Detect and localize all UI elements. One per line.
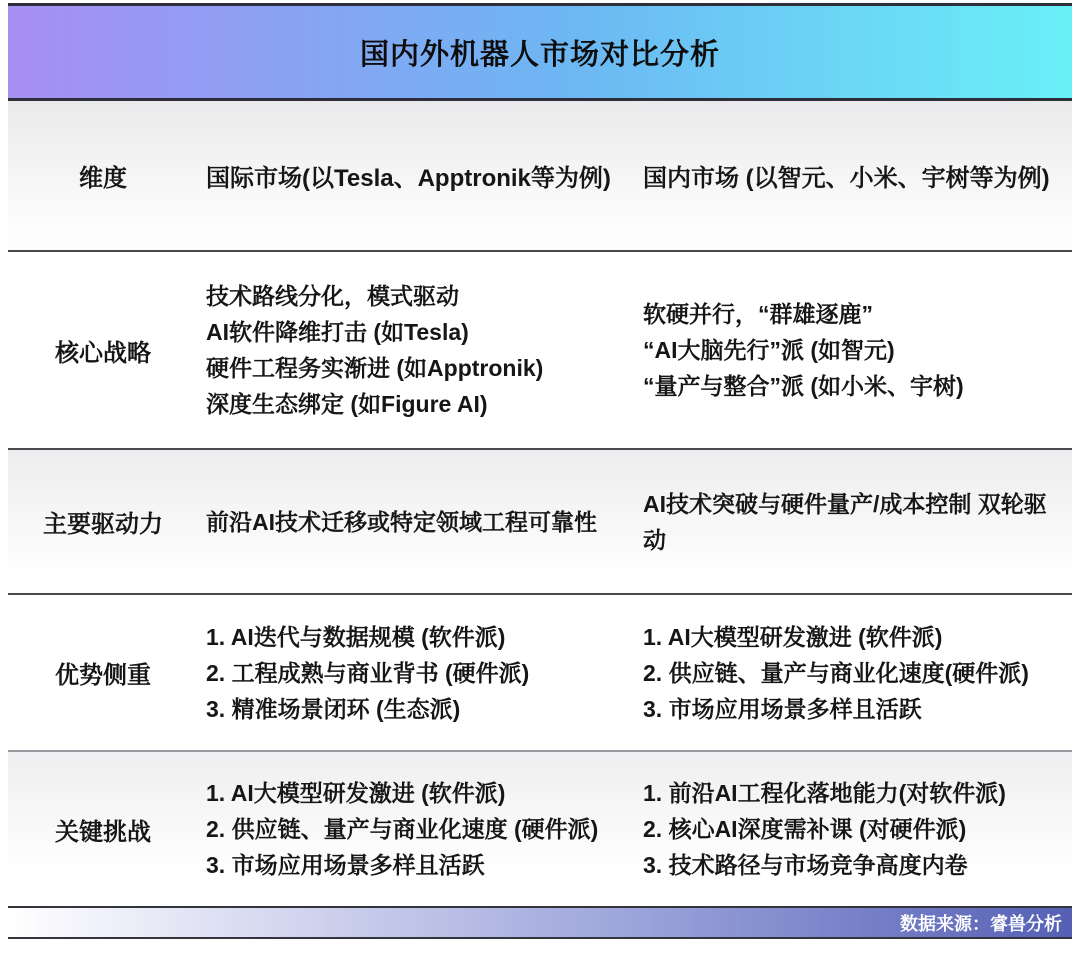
cell-line: 2. 工程成熟与商业背书 (硬件派) [206,659,530,686]
cell-line: 2. 供应链、量产与商业化速度(硬件派) [643,659,1029,686]
row-label: 关键挑战 [55,818,151,846]
cell-international [198,504,635,540]
table-row-main-driver [8,450,1072,595]
table-row-advantage-focus [8,595,1072,752]
table-row-core-strategy [8,252,1072,450]
comparison-table-infographic [8,3,1072,939]
cell-line: 硬件工程务实渐进 (如Apptronik) [206,355,544,381]
column-header-dimension: 维度 [79,165,127,192]
cell-line: 1. AI大模型研发激进 (软件派) [206,780,506,806]
column-header-international: 国际市场(以Tesla、Apptronik等为例) [206,165,611,192]
cell-international [198,775,635,883]
column-header-domestic: 国内市场 (以智元、小米、宇树等为例) [643,165,1050,192]
cell-domestic [635,486,1072,558]
cell-line: “AI大脑先行”派 (如智元) [643,337,895,363]
cell-line: 2. 供应链、量产与商业化速度 (硬件派) [206,816,599,842]
cell-line: AI技术突破与硬件量产/成本控制 双轮驱动 [643,490,1047,553]
data-source-label: 数据来源：睿兽分析 [900,913,1062,934]
cell-domestic [635,296,1072,404]
row-label: 优势侧重 [55,662,151,689]
cell-line: AI软件降维打击 (如Tesla) [206,319,469,345]
cell-line: 深度生态绑定 (如Figure AI) [206,391,488,417]
cell-line: 技术路线分化，模式驱动 [206,283,459,309]
cell-domestic [635,619,1072,727]
cell-international [198,278,635,422]
row-label: 主要驱动力 [43,511,163,538]
cell-line: 3. 市场应用场景多样且活跃 [643,695,922,722]
cell-line: “量产与整合”派 (如小米、宇树) [643,373,964,399]
cell-line: 3. 技术路径与市场竞争高度内卷 [643,852,968,878]
cell-domestic [635,775,1072,883]
row-label: 核心战略 [55,339,151,367]
cell-line: 前沿AI技术迁移或特定领域工程可靠性 [206,508,597,535]
cell-line: 3. 市场应用场景多样且活跃 [206,852,485,878]
cell-line: 1. AI大模型研发激进 (软件派) [643,623,943,650]
title-bar [8,3,1072,101]
table-row-key-challenges [8,752,1072,906]
cell-line: 1. AI迭代与数据规模 (软件派) [206,623,506,650]
cell-line: 3. 精准场景闭环 (生态派) [206,695,461,722]
cell-line: 1. 前沿AI工程化落地能力(对软件派) [643,780,1006,806]
source-bar [8,906,1072,939]
table-header-row [8,101,1072,252]
cell-international [198,619,635,727]
cell-line: 2. 核心AI深度需补课 (对硬件派) [643,816,967,842]
cell-line: 软硬并行，“群雄逐鹿” [643,301,873,327]
page-title: 国内外机器人市场对比分析 [359,38,720,71]
